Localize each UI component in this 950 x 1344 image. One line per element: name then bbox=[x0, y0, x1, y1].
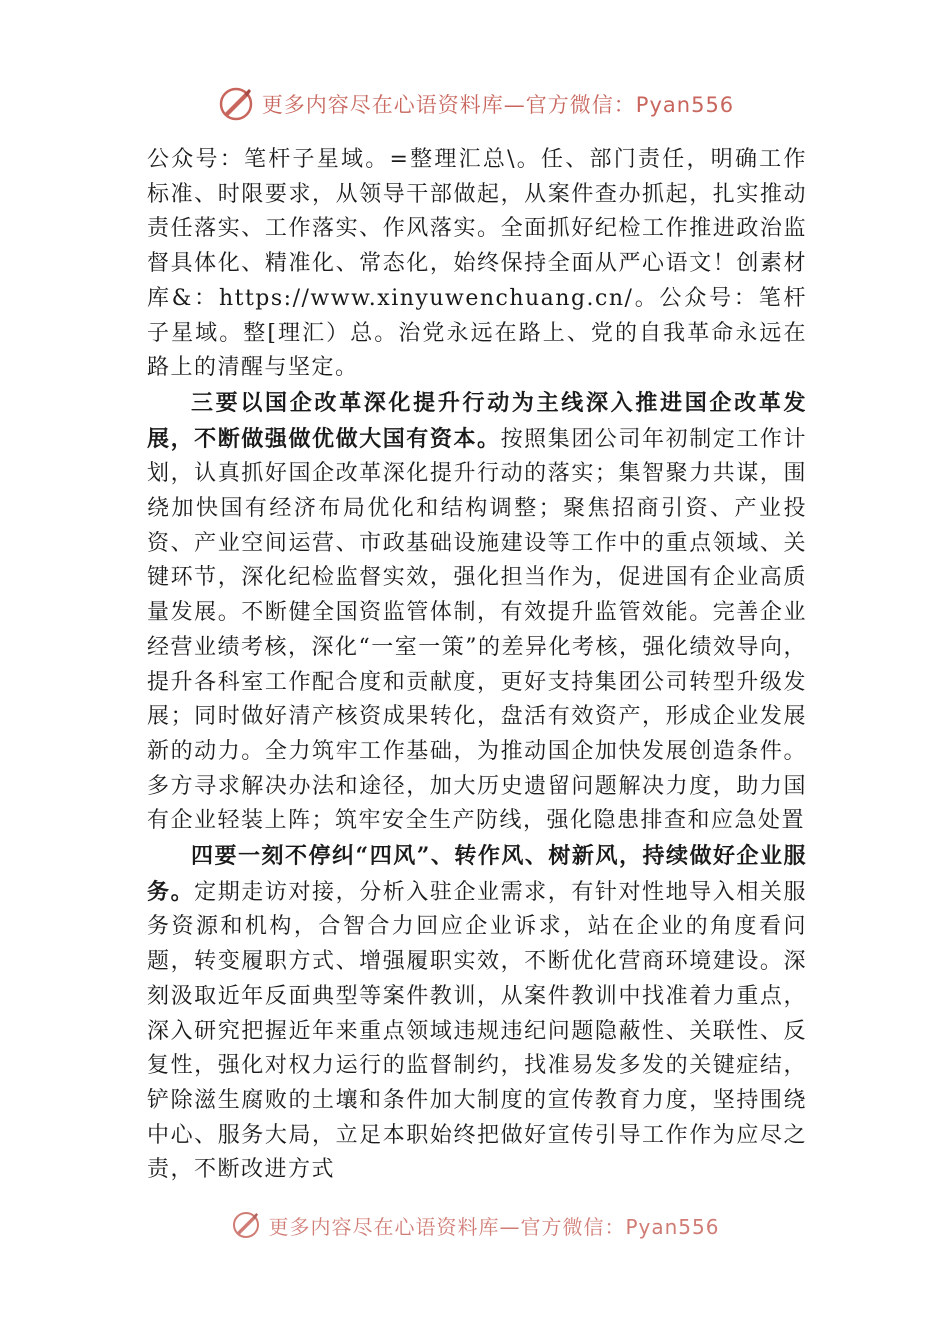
header-watermark-text: 更多内容尽在心语资料库—官方微信：Pyan556 bbox=[261, 93, 735, 117]
pen-logo-icon bbox=[216, 84, 256, 124]
footer-watermark-text: 更多内容尽在心语资料库—官方微信：Pyan556 bbox=[268, 1214, 720, 1239]
paragraph-3 bbox=[147, 839, 807, 1188]
document-body bbox=[147, 143, 807, 1188]
paragraph-3-heading: 四要一刻不停纠“四风”、转作风、树新风，持续做好企业服务。 bbox=[147, 843, 807, 905]
paragraph-2 bbox=[147, 386, 807, 839]
paragraph-3-text: 定期走访对接，分析入驻企业需求，有针对性地导入相关服务资源和机构，合智合力回应企业诉求，站在企业的角度看问题，转变履职方式、增强履职实效，不断优化营商环境建设。深刻汲取近年反面典型等案件教训，从案件教训中找准着力重点，深入研究把握近年来重点领域违规违纪问题隐蔽性、关联性、反复性，强化对权力运行的监督制约，找准易发多发的关键症结，铲除滋生腐败的土壤和条件加大制度的宣传教育力度，坚持围绕中心、服务大局，立足本职始终把做好宣传引导工作作为应尽之责，不断改进方式 bbox=[147, 879, 807, 1183]
header-watermark bbox=[0, 84, 950, 124]
footer-watermark bbox=[0, 1208, 950, 1242]
pen-logo-icon bbox=[230, 1209, 262, 1241]
paragraph-2-text: 按照集团公司年初制定工作计划，认真抓好国企改革深化提升行动的落实；集智聚力共谋，围绕加快国有经济布局优化和结构调整；聚焦招商引资、产业投资、产业空间运营、市政基础设施建设等工作中的重点领域、关键环节，深化纪检监督实效，强化担当作为，促进国有企业高质量发展。不断健全国资监管体制，有效提升监管效能。完善企业经营业绩考核，深化“一室一策”的差异化考核，强化绩效导向，提升各科室工作配合度和贡献度，更好支持集团公司转型升级发展；同时做好清产核资成果转化，盘活有效资产，形成企业发展新的动力。全力筑牢工作基础，为推动国企加快发展创造条件。多方寻求解决办法和途径，加大历史遗留问题解决力度，助力国有企业轻装上阵；筑牢安全生产防线，强化隐患排查和应急处置 bbox=[147, 426, 807, 834]
paragraph-1-text: 公众号：笔杆子星域。=整理汇总\。任、部门责任，明确工作标准、时限要求，从领导干部做起，从案件查办抓起，扎实推动责任落实、工作落实、作风落实。全面抓好纪检工作推进政治监督具体化、精准化、常态化，始终保持全面从严心语文！创素材库&：https://www.xinyuwenchuang.cn/。公众号：笔杆子星域。整[理汇）总。治党永远在路上、党的自我革命永远在路上的清醒与坚定。 bbox=[147, 147, 807, 381]
paragraph-2-heading: 三要以国企改革深化提升行动为主线深入推进国企改革发展，不断做强做优做大国有资本。 bbox=[147, 389, 807, 452]
paragraph-1 bbox=[147, 143, 807, 386]
